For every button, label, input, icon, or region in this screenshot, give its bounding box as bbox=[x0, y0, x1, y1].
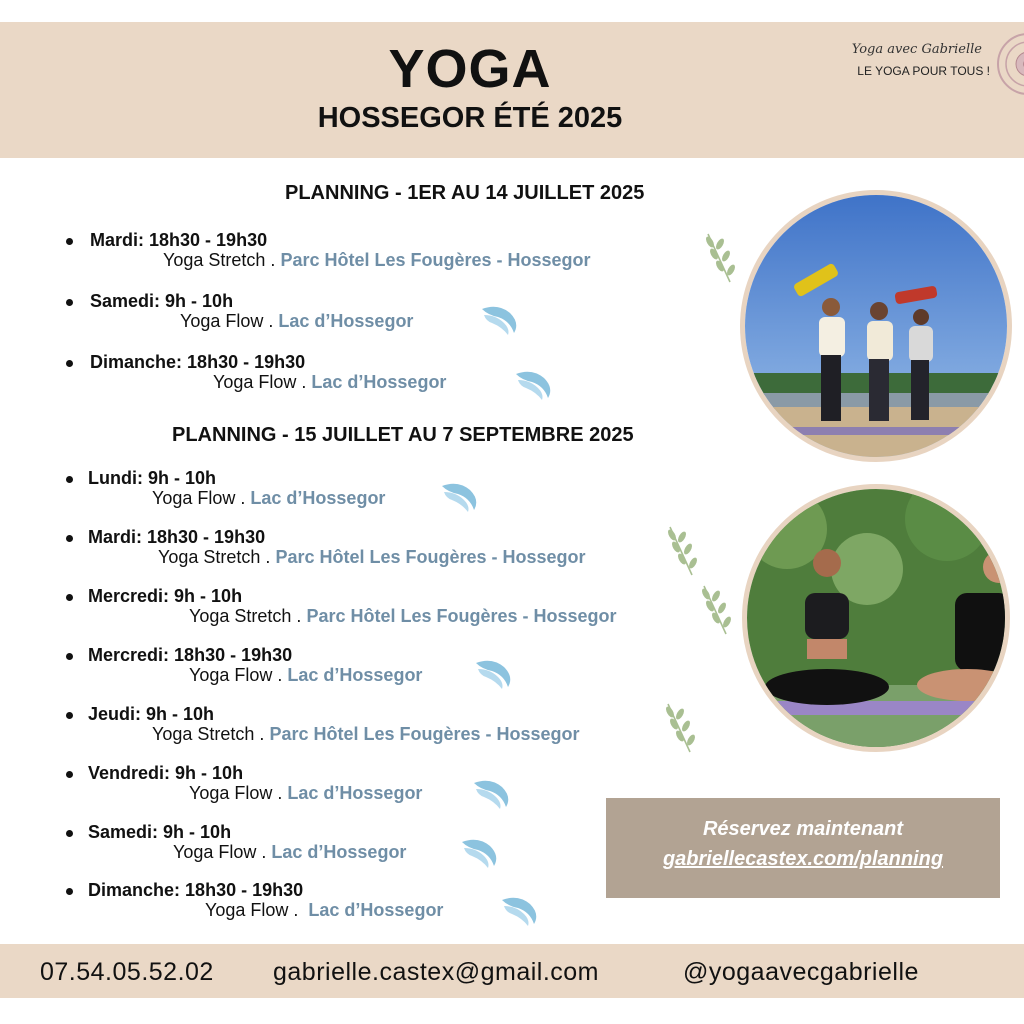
schedule-entry bbox=[0, 230, 740, 284]
separator: . bbox=[272, 665, 288, 685]
beach-yoga-photo bbox=[740, 190, 1012, 462]
location-name: Lac d’Hossegor bbox=[311, 372, 447, 392]
bullet-point bbox=[66, 712, 73, 719]
day-label: Mardi: bbox=[90, 230, 144, 250]
separator: . bbox=[256, 842, 272, 862]
location-name: Parc Hôtel Les Fougères - Hossegor bbox=[280, 250, 591, 270]
booking-banner[interactable] bbox=[606, 798, 1000, 898]
class-detail-line bbox=[173, 842, 406, 863]
day-label: Dimanche: bbox=[90, 352, 183, 372]
time-range: 9h - 10h bbox=[165, 291, 234, 311]
class-detail-line bbox=[189, 783, 422, 804]
location-name: Parc Hôtel Les Fougères - Hossegor bbox=[269, 724, 580, 744]
water-drop-icon bbox=[472, 777, 512, 811]
bullet-point bbox=[66, 771, 73, 778]
class-name: Yoga Stretch bbox=[158, 547, 261, 567]
separator: . bbox=[288, 900, 309, 920]
class-name: Yoga Flow bbox=[189, 665, 273, 685]
water-drop-icon bbox=[474, 657, 514, 691]
separator: . bbox=[291, 606, 307, 626]
separator: . bbox=[296, 372, 312, 392]
bullet-point bbox=[66, 594, 73, 601]
water-drop-icon bbox=[500, 894, 540, 928]
day-label: Mercredi: bbox=[88, 645, 170, 665]
day-time-line bbox=[88, 763, 243, 784]
class-detail-line bbox=[152, 724, 580, 745]
time-range: 9h - 10h bbox=[163, 822, 232, 842]
separator: . bbox=[265, 250, 281, 270]
schedule-entry bbox=[0, 586, 740, 640]
location-name: Lac d’Hossegor bbox=[278, 311, 414, 331]
location-name: Lac d’Hossegor bbox=[287, 665, 423, 685]
instagram-handle[interactable]: @yogaavecgabrielle bbox=[683, 958, 919, 986]
day-time-line bbox=[90, 291, 233, 312]
location-name: Lac d’Hossegor bbox=[250, 488, 386, 508]
day-time-line bbox=[90, 230, 267, 251]
day-label: Mercredi: bbox=[88, 586, 170, 606]
day-label: Dimanche: bbox=[88, 880, 181, 900]
section1-heading: PLANNING - 1ER AU 14 JUILLET 2025 bbox=[285, 182, 645, 204]
day-time-line bbox=[88, 880, 303, 901]
time-range: 18h30 - 19h30 bbox=[174, 645, 293, 665]
phone-number[interactable]: 07.54.05.52.02 bbox=[40, 958, 214, 986]
bullet-point bbox=[66, 830, 73, 837]
page-title: YOGA bbox=[388, 39, 552, 99]
class-name: Yoga Flow bbox=[173, 842, 257, 862]
day-label: Mardi: bbox=[88, 527, 142, 547]
location-name: Parc Hôtel Les Fougères - Hossegor bbox=[275, 547, 586, 567]
brand-name: Yoga avec Gabrielle bbox=[851, 42, 982, 57]
day-time-line bbox=[88, 527, 265, 548]
class-name: Yoga Flow bbox=[213, 372, 297, 392]
time-range: 9h - 10h bbox=[148, 468, 217, 488]
location-name: Parc Hôtel Les Fougères - Hossegor bbox=[306, 606, 617, 626]
location-name: Lac d’Hossegor bbox=[287, 783, 423, 803]
separator: . bbox=[254, 724, 270, 744]
day-label: Vendredi: bbox=[88, 763, 171, 783]
time-range: 18h30 - 19h30 bbox=[149, 230, 268, 250]
class-name: Yoga Flow bbox=[189, 783, 273, 803]
schedule-entry bbox=[0, 468, 740, 522]
separator: . bbox=[272, 783, 288, 803]
class-name: Yoga Flow bbox=[180, 311, 264, 331]
class-name: Yoga Flow bbox=[152, 488, 236, 508]
day-time-line bbox=[88, 704, 214, 725]
class-detail-line bbox=[189, 665, 422, 686]
water-drop-icon bbox=[480, 303, 520, 337]
bullet-point bbox=[66, 360, 73, 367]
page-subtitle: HOSSEGOR ÉTÉ 2025 bbox=[317, 102, 623, 134]
day-time-line bbox=[88, 822, 231, 843]
booking-link[interactable]: gabriellecastex.com/planning bbox=[662, 848, 944, 870]
schedule-entry bbox=[0, 527, 740, 581]
meditation-photo bbox=[742, 484, 1010, 752]
separator: . bbox=[263, 311, 279, 331]
day-time-line bbox=[88, 468, 216, 489]
class-name: Yoga Stretch bbox=[163, 250, 266, 270]
time-range: 18h30 - 19h30 bbox=[185, 880, 304, 900]
bullet-point bbox=[66, 535, 73, 542]
time-range: 9h - 10h bbox=[175, 763, 244, 783]
schedule-entry bbox=[0, 291, 740, 345]
day-label: Samedi: bbox=[90, 291, 161, 311]
class-detail-line bbox=[158, 547, 586, 568]
bullet-point bbox=[66, 888, 73, 895]
day-time-line bbox=[88, 586, 242, 607]
day-label: Samedi: bbox=[88, 822, 159, 842]
leaf-icon bbox=[702, 230, 736, 286]
email-address[interactable]: gabrielle.castex@gmail.com bbox=[273, 958, 600, 986]
footer-band bbox=[0, 944, 1024, 998]
water-drop-icon bbox=[514, 368, 554, 402]
separator: . bbox=[235, 488, 251, 508]
location-name: Lac d’Hossegor bbox=[271, 842, 407, 862]
water-drop-icon bbox=[440, 480, 480, 514]
separator: . bbox=[260, 547, 276, 567]
class-detail-line bbox=[163, 250, 591, 271]
bullet-point bbox=[66, 653, 73, 660]
schedule-entry bbox=[0, 645, 740, 699]
day-label: Jeudi: bbox=[88, 704, 142, 724]
class-detail-line bbox=[189, 606, 617, 627]
time-range: 9h - 10h bbox=[146, 704, 215, 724]
schedule-entry bbox=[0, 704, 740, 758]
brand-tagline: LE YOGA POUR TOUS ! bbox=[857, 64, 990, 78]
section2-heading: PLANNING - 15 JUILLET AU 7 SEPTEMBRE 2025 bbox=[172, 424, 634, 446]
class-detail-line bbox=[152, 488, 385, 509]
time-range: 18h30 - 19h30 bbox=[147, 527, 266, 547]
day-time-line bbox=[88, 645, 292, 666]
leaf-icon bbox=[664, 523, 698, 579]
leaf-icon bbox=[662, 700, 696, 756]
class-name: Yoga Stretch bbox=[189, 606, 292, 626]
class-name: Yoga Stretch bbox=[152, 724, 255, 744]
booking-cta-text: Réservez maintenant bbox=[702, 818, 904, 840]
bullet-point bbox=[66, 238, 73, 245]
schedule-entry bbox=[0, 352, 740, 406]
time-range: 9h - 10h bbox=[174, 586, 243, 606]
time-range: 18h30 - 19h30 bbox=[187, 352, 306, 372]
bullet-point bbox=[66, 476, 73, 483]
location-name: Lac d’Hossegor bbox=[308, 900, 444, 920]
class-detail-line bbox=[205, 900, 443, 921]
day-label: Lundi: bbox=[88, 468, 143, 488]
mandala-logo-icon bbox=[994, 24, 1024, 104]
day-time-line bbox=[90, 352, 305, 373]
class-name: Yoga Flow bbox=[205, 900, 289, 920]
class-detail-line bbox=[180, 311, 413, 332]
class-detail-line bbox=[213, 372, 446, 393]
leaf-icon bbox=[698, 582, 732, 638]
bullet-point bbox=[66, 299, 73, 306]
water-drop-icon bbox=[460, 836, 500, 870]
